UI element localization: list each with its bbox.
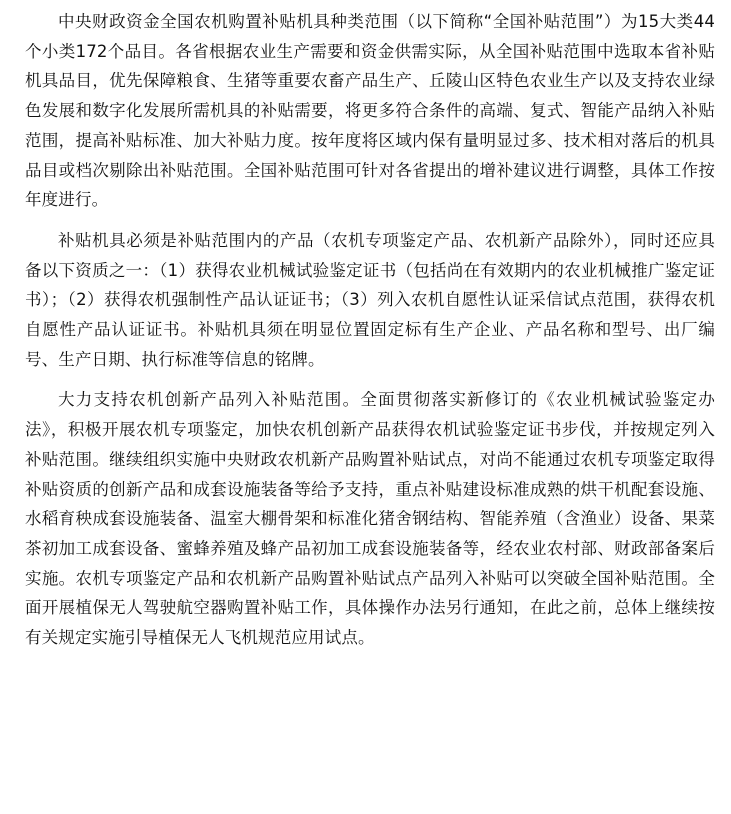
paragraph-innovation-support: 大力支持农机创新产品列入补贴范围。全面贯彻落实新修订的《农业机械试验鉴定办法》，积极开展农机专项鉴定，加快农机创新产品获得农机试验鉴定证书步伐，并按规定列入补贴范围。继续组织实施中央财政农机新产品购置补贴试点，对尚不能通过农机专项鉴定取得补贴资质的创新产品和成套设施装备等给予支持，重点补贴建设标准成熟的烘干机配套设施、水稻育秧成套设施装备、温室大棚骨架和标准化猪舍钢结构、智能养殖（含渔业）设备、果菜茶初加工成套设备、蜜蜂养殖及蜂产品初加工成套设施装备等，经农业农村部、财政部备案后实施。农机专项鉴定产品和农机新产品购置补贴试点产品列入补贴可以突破全国补贴范围。全面开展植保无人驾驶航空器购置补贴工作，具体操作办法另行通知，在此之前，总体上继续按有关规定实施引导植保无人飞机规范应用试点。 — [25, 390, 715, 648]
paragraph-machine-qualifications: 补贴机具必须是补贴范围内的产品（农机专项鉴定产品、农机新产品除外），同时还应具备以下资质之一：（1）获得农业机械试验鉴定证书（包括尚在有效期内的农业机械推广鉴定证书）；（2）获得农机强制性产品认证证书；（3）列入农机自愿性认证采信试点范围，获得农机自愿性产品认证证书。补贴机具须在明显位置固定标有生产企业、产品名称和型号、出厂编号、生产日期、执行标准等信息的铭牌。 — [25, 230, 715, 369]
paragraph-subsidy-scope: 中央财政资金全国农机购置补贴机具种类范围（以下简称“全国补贴范围”）为15大类44个小类172个品目。各省根据农业生产需要和资金供需实际，从全国补贴范围中选取本省补贴机具品目，优先保障粮食、生猪等重要农畜产品生产、丘陵山区特色农业生产以及支持农业绿色发展和数字化发展所需机具的补贴需要，将更多符合条件的高端、复式、智能产品纳入补贴范围，提高补贴标准、加大补贴力度。按年度将区域内保有量明显过多、技术相对落后的机具品目或档次剔除出补贴范围。全国补贴范围可针对各省提出的增补建议进行调整，具体工作按年度进行。 — [25, 12, 715, 210]
document-body — [25, 7, 715, 653]
